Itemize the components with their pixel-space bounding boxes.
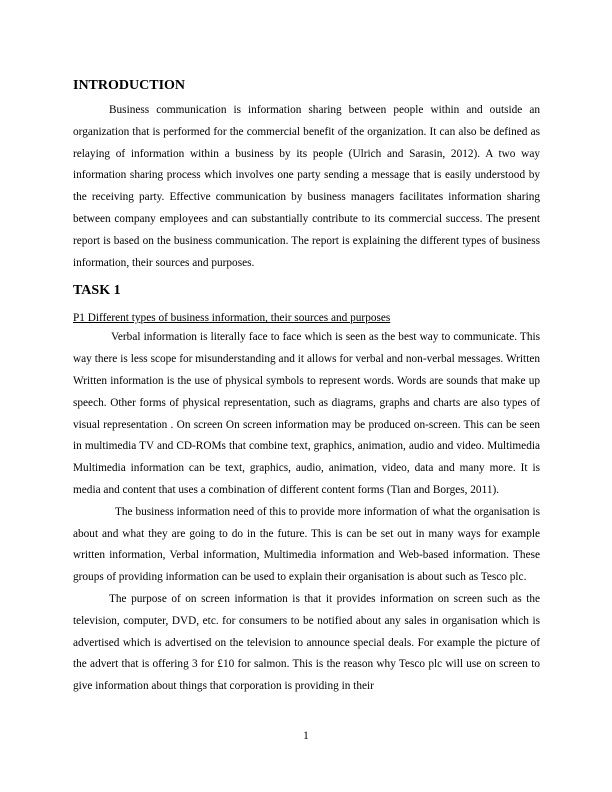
on-screen-purpose-paragraph: The purpose of on screen information is that it provides information on screen such as the television, computer, DVD, etc. for consumers to be notified about any sales in organisation which is advertised which is advertised on the television to announce special deals. For example the picture of the advert that is offering 3 for £10 for salmon. This is the reason why Tesco plc will use on screen to give information about things that corporation is providing in their xyxy=(73,592,540,693)
verbal-information-paragraph: Verbal information is literally face to face which is seen as the best way to communicate. This way there is less scope for misunderstanding and it allows for verbal and non-verbal messages. Written Written information is the use of physical symbols to represent words. Words are sounds that make up speech. Other forms of physical representation, such as diagrams, graphs and charts are also types of visual representation . On screen On screen information may be produced on-screen. This can be seen in multimedia TV and CD-ROMs that combine text, graphics, animation, audio and video. Multimedia Multimedia information can be text, graphics, audio, animation, video, data and many more. It is media and content that uses a combination of different content forms (Tian and Borges, 2011). xyxy=(73,331,540,496)
business-information-need-paragraph: The business information need of this to provide more information of what the organisation is about and what they are going to do in the future. This is can be set out in many ways for example written information, Verbal information, Multimedia information and Web-based information. These groups of providing information can be used to explain their organisation is about such as Tesco plc. xyxy=(73,505,540,584)
introduction-paragraph: Business communication is information sharing between people within and outside an organization that is performed for the commercial benefit of the organization. It can also be defined as relaying of information within a business by its people (Ulrich and Sarasin, 2012). A two way information sharing process which involves one party sending a message that is easily understood by the receiving party. Effective communication by business managers facilitates information sharing between company employees and can substantially contribute to its commercial success. The present report is based on the business communication. The report is explaining the different types of business information, their sources and purposes. xyxy=(73,104,540,269)
introduction-heading: INTRODUCTION xyxy=(73,78,186,93)
page-content xyxy=(73,76,540,698)
p1-subheading: P1 Different types of business information, their sources and purposes xyxy=(73,312,391,325)
page-number: 1 xyxy=(303,730,309,742)
task-heading: TASK 1 xyxy=(73,283,121,299)
